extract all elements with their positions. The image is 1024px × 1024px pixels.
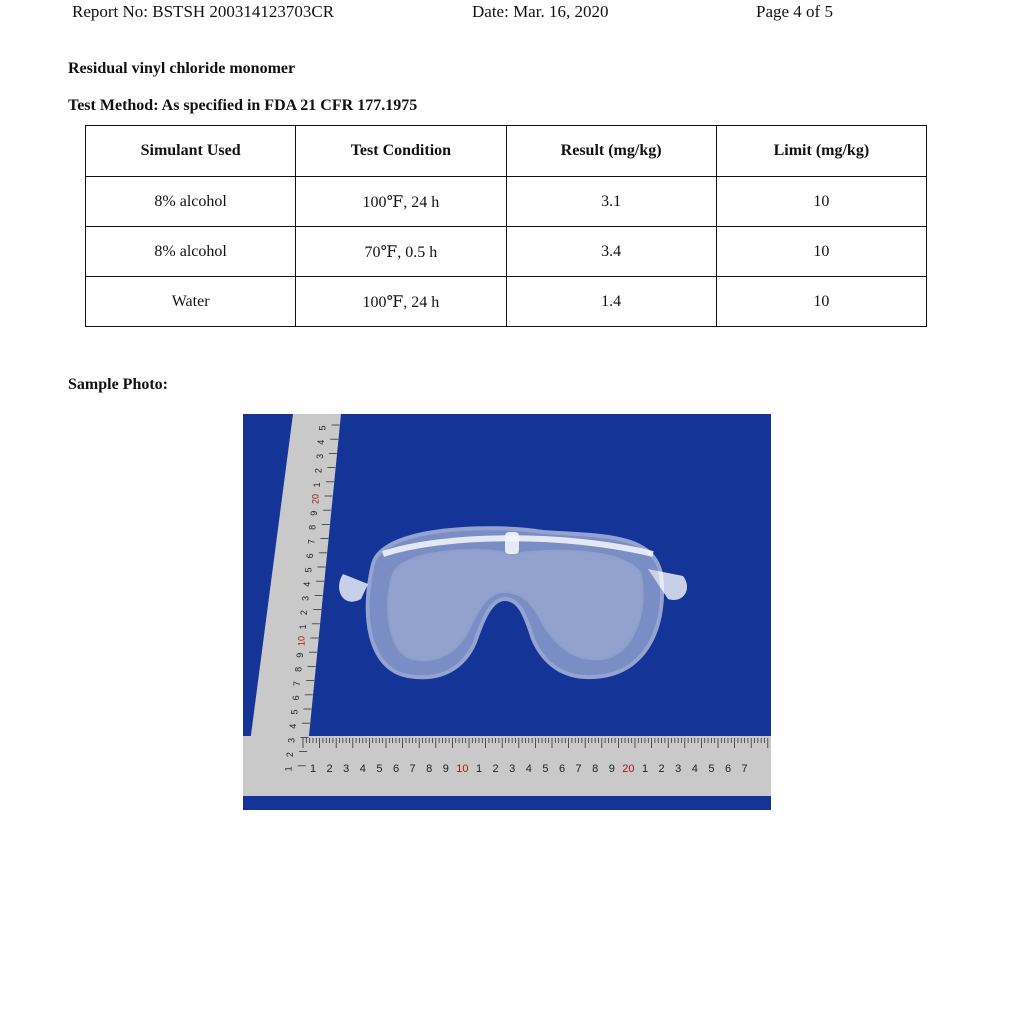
ruler-left-label: 5: [289, 709, 300, 715]
ruler-left-label: 1: [283, 766, 294, 772]
report-date: Date: Mar. 16, 2020: [472, 2, 609, 21]
table-cell: 10: [716, 277, 926, 327]
ruler-left-label: 9: [309, 510, 320, 516]
table-cell: 70℉, 0.5 h: [296, 227, 506, 277]
ruler-left-label: 4: [287, 723, 298, 729]
column-header: Limit (mg/kg): [716, 126, 926, 177]
ruler-left-label: 7: [292, 681, 303, 687]
ruler-bottom-label: 8: [426, 763, 433, 775]
ruler-bottom-label: 6: [724, 763, 732, 775]
ruler-bottom-label: 7: [575, 763, 582, 775]
ruler-left-label: 4: [302, 581, 313, 587]
ruler-bottom-label: 4: [691, 763, 698, 775]
ruler-bottom-label: 5: [542, 763, 549, 775]
section-title: Residual vinyl chloride monomer: [68, 60, 296, 77]
ruler-bottom-label: 3: [509, 763, 516, 775]
ruler-left-label: 7: [306, 539, 317, 545]
ruler-bottom-label: 2: [326, 763, 333, 775]
table-cell: 10: [716, 177, 926, 227]
ruler-bottom-label: 5: [376, 763, 383, 775]
ruler-left-label: 5: [317, 425, 328, 431]
ruler-left-label: 1: [311, 482, 322, 488]
table-cell: 3.1: [506, 177, 716, 227]
photo-label: Sample Photo:: [68, 376, 168, 393]
ruler-bottom-label: 10: [456, 763, 469, 775]
ruler-left-label: 6: [290, 695, 301, 701]
ruler-bottom-label: 1: [309, 763, 317, 775]
ruler-bottom-label: 3: [675, 763, 682, 775]
table-cell: 8% alcohol: [86, 177, 296, 227]
ruler-bottom-label: 4: [525, 763, 532, 775]
ruler-bottom-label: 20: [622, 763, 635, 775]
ruler-bottom-label: 1: [475, 763, 483, 775]
table-header-row: [86, 126, 927, 177]
ruler-left-label: 3: [300, 595, 311, 601]
ruler-left-label: 6: [304, 553, 315, 559]
sample-photo: [243, 414, 771, 810]
column-header: Simulant Used: [86, 126, 296, 177]
ruler-bottom-label: 6: [558, 763, 566, 775]
ruler-bottom-label: 6: [392, 763, 400, 775]
table-cell: 10: [716, 227, 926, 277]
ruler-bottom-label: 2: [492, 763, 499, 775]
ruler-bottom-label: 4: [359, 763, 366, 775]
table-cell: 3.4: [506, 227, 716, 277]
ruler-bottom-label: 1: [641, 763, 649, 775]
column-header: Result (mg/kg): [506, 126, 716, 177]
ruler-left-label: 2: [313, 468, 324, 474]
ruler-left-label: 3: [286, 737, 297, 743]
table-row: [86, 177, 927, 227]
table-cell: 1.4: [506, 277, 716, 327]
table-cell: 100℉, 24 h: [296, 177, 506, 227]
ruler-left-label: 10: [296, 635, 307, 647]
ruler-bottom-label: 7: [409, 763, 416, 775]
ruler-left-label: 9: [295, 652, 306, 658]
results-table: [85, 125, 927, 327]
table-cell: Water: [86, 277, 296, 327]
ruler-left-label: 3: [314, 453, 325, 459]
ruler-bottom-label: 5: [708, 763, 715, 775]
ruler-left-label: 1: [297, 624, 308, 630]
page-indicator: Page 4 of 5: [756, 2, 833, 21]
ruler-bottom-label: 7: [741, 763, 748, 775]
table-cell: 8% alcohol: [86, 227, 296, 277]
ruler-bottom-label: 9: [608, 763, 615, 775]
ruler-left-label: 20: [310, 493, 321, 505]
table-row: [86, 277, 927, 327]
ruler-left-label: 5: [303, 567, 314, 573]
ruler-left-label: 2: [285, 752, 296, 758]
ruler-left-label: 8: [307, 524, 318, 530]
table-row: [86, 227, 927, 277]
ruler-bottom-label: 3: [343, 763, 350, 775]
ruler-left-label: 8: [293, 666, 304, 672]
report-number: Report No: BSTSH 200314123703CR: [72, 2, 335, 21]
column-header: Test Condition: [296, 126, 506, 177]
ruler-left-label: 4: [316, 439, 327, 445]
test-method: Test Method: As specified in FDA 21 CFR 177.1975: [68, 97, 418, 114]
table-cell: 100℉, 24 h: [296, 277, 506, 327]
ruler-left-label: 2: [299, 610, 310, 616]
ruler-bottom-label: 9: [442, 763, 449, 775]
ruler-bottom-label: 2: [658, 763, 665, 775]
ruler-bottom-label: 8: [592, 763, 599, 775]
